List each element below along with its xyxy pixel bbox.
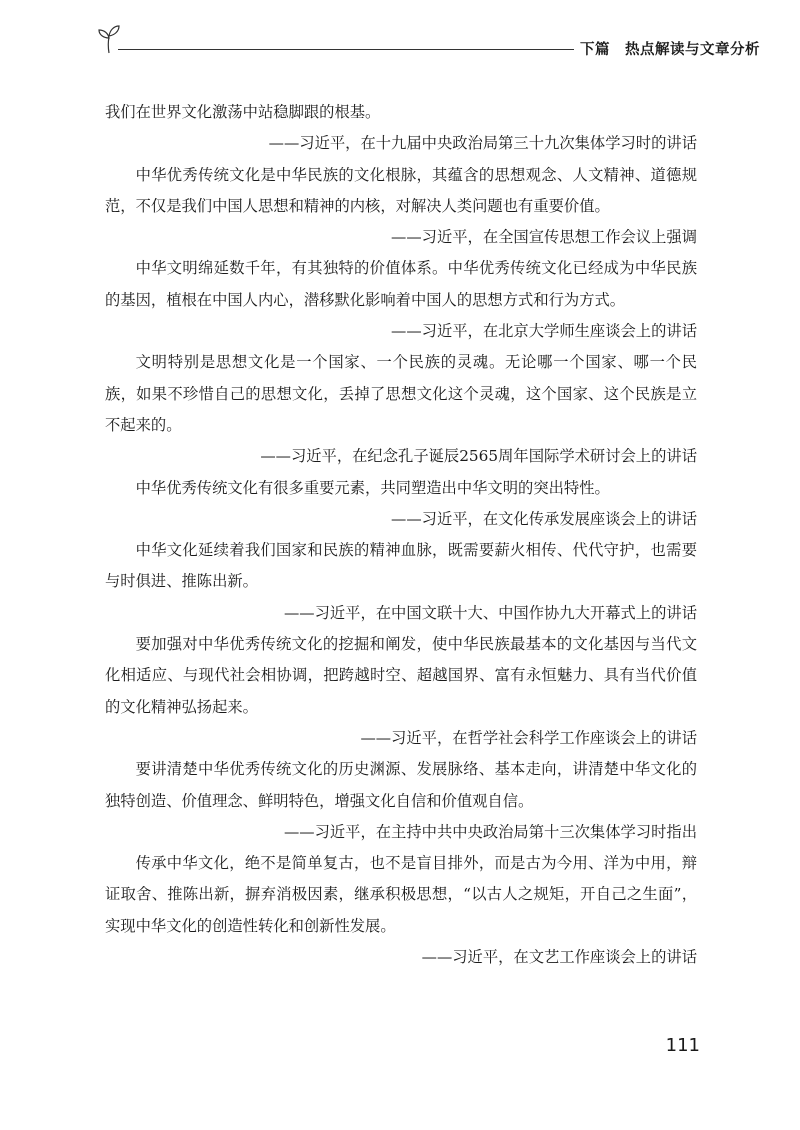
page-header xyxy=(96,20,760,60)
quote-paragraph: 传承中华文化，绝不是简单复古，也不是盲目排外，而是古为今用、洋为中用，辩证取舍、推陈出新，摒弃消极因素，继承积极思想，“以古人之规矩，开自己之生面”，实现中华文化的创造性转化和创新性发展。 xyxy=(105,854,697,935)
quote-paragraph: 中华优秀传统文化有很多重要元素，共同塑造出中华文明的突出特性。 xyxy=(135,478,610,497)
quote-source: ——习近平，在文艺工作座谈会上的讲话 xyxy=(421,948,697,967)
quote-source: ——习近平，在主持中共中央政治局第十三次集体学习时指出 xyxy=(283,822,697,841)
quote-source: ——习近平，在哲学社会科学工作座谈会上的讲话 xyxy=(360,728,697,747)
quote-source: ——习近平，在文化传承发展座谈会上的讲话 xyxy=(391,509,697,528)
quote-paragraph: 文明特别是思想文化是一个国家、一个民族的灵魂。无论哪一个国家、哪一个民族，如果不珍惜自己的思想文化，丢掉了思想文化这个灵魂，这个国家、这个民族是立不起来的。 xyxy=(105,353,697,434)
quote-paragraph: 中华文明绵延数千年，有其独特的价值体系。中华优秀传统文化已经成为中华民族的基因，植根在中国人内心，潜移默化影响着中国人的思想方式和行为方式。 xyxy=(105,259,697,309)
header-rule xyxy=(118,49,574,50)
quote-paragraph: 中华文化延续着我们国家和民族的精神血脉，既需要薪火相传、代代守护，也需要与时俱进、推陈出新。 xyxy=(105,541,697,591)
quote-source: ——习近平，在全国宣传思想工作会议上强调 xyxy=(391,228,697,247)
article-body xyxy=(105,97,697,973)
sprout-icon xyxy=(96,20,122,56)
quote-paragraph: 要加强对中华优秀传统文化的挖掘和阐发，使中华民族最基本的文化基因与当代文化相适应、与现代社会相协调，把跨越时空、超越国界、富有永恒魅力、具有当代价值的文化精神弘扬起来。 xyxy=(105,635,697,716)
quote-paragraph: 要讲清楚中华优秀传统文化的历史渊源、发展脉络、基本走向，讲清楚中华文化的独特创造、价值理念、鲜明特色，增强文化自信和价值观自信。 xyxy=(105,760,697,810)
page-number: 111 xyxy=(665,1035,700,1056)
quote-source: ——习近平，在十九届中央政治局第三十九次集体学习时的讲话 xyxy=(268,134,697,153)
running-head: 下篇 热点解读与文章分析 xyxy=(580,42,760,58)
quote-paragraph: 中华优秀传统文化是中华民族的文化根脉，其蕴含的思想观念、人文精神、道德规范，不仅是我们中国人思想和精神的内核，对解决人类问题也有重要价值。 xyxy=(105,165,697,215)
quote-source: ——习近平，在纪念孔子诞辰2565周年国际学术研讨会上的讲话 xyxy=(260,447,697,466)
quote-paragraph: 我们在世界文化激荡中站稳脚跟的根基。 xyxy=(105,103,381,121)
quote-source: ——习近平，在中国文联十大、中国作协九大开幕式上的讲话 xyxy=(283,603,697,622)
quote-source: ——习近平，在北京大学师生座谈会上的讲话 xyxy=(391,322,697,341)
